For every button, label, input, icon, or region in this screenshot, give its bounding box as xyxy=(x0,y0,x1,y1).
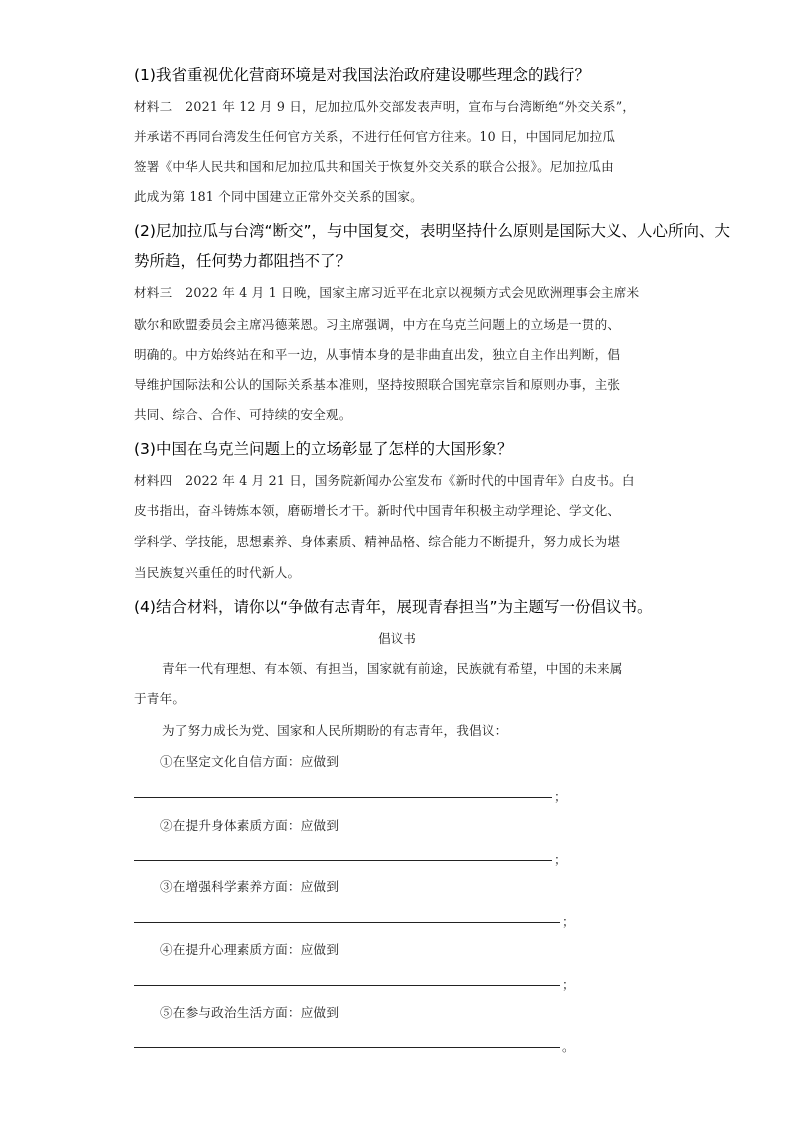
material-2-line-4: 此成为第 181 个同中国建立正常外交关系的国家。 xyxy=(134,189,423,204)
proposal-item-5: ⑤在参与政治生活方面：应做到 xyxy=(160,1005,340,1020)
answer-line-1-semicolon: ； xyxy=(554,789,567,804)
material-2-line-1: 材料二 2021 年 12 月 9 日，尼加拉瓜外交部发表声明，宣布与台湾断绝“外交关系”， xyxy=(134,99,636,114)
material-2-line-3: 签署《中华人民共和国和尼加拉瓜共和国关于恢复外交关系的联合公报》。尼加拉瓜由 xyxy=(134,159,614,174)
answer-line-4[interactable] xyxy=(134,985,560,986)
question-1: (1)我省重视优化营商环境是对我国法治政府建设哪些理念的践行？ xyxy=(134,66,590,84)
answer-line-2[interactable] xyxy=(134,860,552,861)
answer-line-5-period: 。 xyxy=(562,1039,575,1054)
material-4-line-3: 学科学、学技能，思想素养、身体素质、精神品格、综合能力不断提升，努力成长为堪 xyxy=(134,534,621,549)
proposal-paragraph-1-cont: 于青年。 xyxy=(134,691,186,706)
answer-line-4-semicolon: ； xyxy=(562,977,575,992)
proposal-paragraph-2: 为了努力成长为党、国家和人民所期盼的有志青年，我倡议： xyxy=(162,723,508,738)
question-3: (3)中国在乌克兰问题上的立场彰显了怎样的大国形象？ xyxy=(134,440,513,458)
material-3-line-3: 明确的。中方始终站在和平一边，从事情本身的是非曲直出发，独立自主作出判断，倡 xyxy=(134,347,621,362)
proposal-item-2: ②在提升身体素质方面：应做到 xyxy=(160,818,340,833)
question-2-line-2: 势所趋，任何势力都阻挡不了？ xyxy=(134,252,352,270)
proposal-title: 倡议书 xyxy=(378,631,416,646)
material-3-line-2: 歇尔和欧盟委员会主席冯德莱恩。习主席强调，中方在乌克兰问题上的立场是一贯的、 xyxy=(134,317,621,332)
material-4-line-4: 当民族复兴重任的时代新人。 xyxy=(134,565,301,580)
answer-line-2-semicolon: ； xyxy=(554,852,567,867)
material-3-line-1: 材料三 2022 年 4 月 1 日晚，国家主席习近平在北京以视频方式会见欧洲理事会主席米 xyxy=(134,285,640,300)
answer-line-3[interactable] xyxy=(134,922,560,923)
proposal-item-1: ①在坚定文化自信方面：应做到 xyxy=(160,754,340,769)
material-2-line-2: 并承诺不再同台湾发生任何官方关系，不进行任何官方往来。10 日，中国同尼加拉瓜 xyxy=(134,129,616,144)
proposal-item-3: ③在增强科学素养方面：应做到 xyxy=(160,879,340,894)
proposal-paragraph-1: 青年一代有理想、有本领、有担当，国家就有前途，民族就有希望，中国的未来属 xyxy=(162,661,623,676)
answer-line-1[interactable] xyxy=(134,797,552,798)
material-3-line-4: 导维护国际法和公认的国际关系基本准则，坚持按照联合国宪章宗旨和原则办事，主张 xyxy=(134,377,621,392)
material-3-line-5: 共同、综合、合作、可持续的安全观。 xyxy=(134,407,352,422)
material-4-line-2: 皮书指出，奋斗铸炼本领，磨砺增长才干。新时代中国青年积极主动学理论、学文化、 xyxy=(134,503,621,518)
material-4-line-1: 材料四 2022 年 4 月 21 日，国务院新闻办公室发布《新时代的中国青年》白皮书。白 xyxy=(134,473,635,488)
question-4: (4)结合材料，请你以“争做有志青年，展现青春担当”为主题写一份倡议书。 xyxy=(134,598,653,616)
answer-line-5[interactable] xyxy=(134,1047,560,1048)
answer-line-3-semicolon: ； xyxy=(562,914,575,929)
proposal-item-4: ④在提升心理素质方面：应做到 xyxy=(160,942,340,957)
question-2-line-1: (2)尼加拉瓜与台湾“断交”，与中国复交，表明坚持什么原则是国际大义、人心所向、大 xyxy=(134,222,731,240)
